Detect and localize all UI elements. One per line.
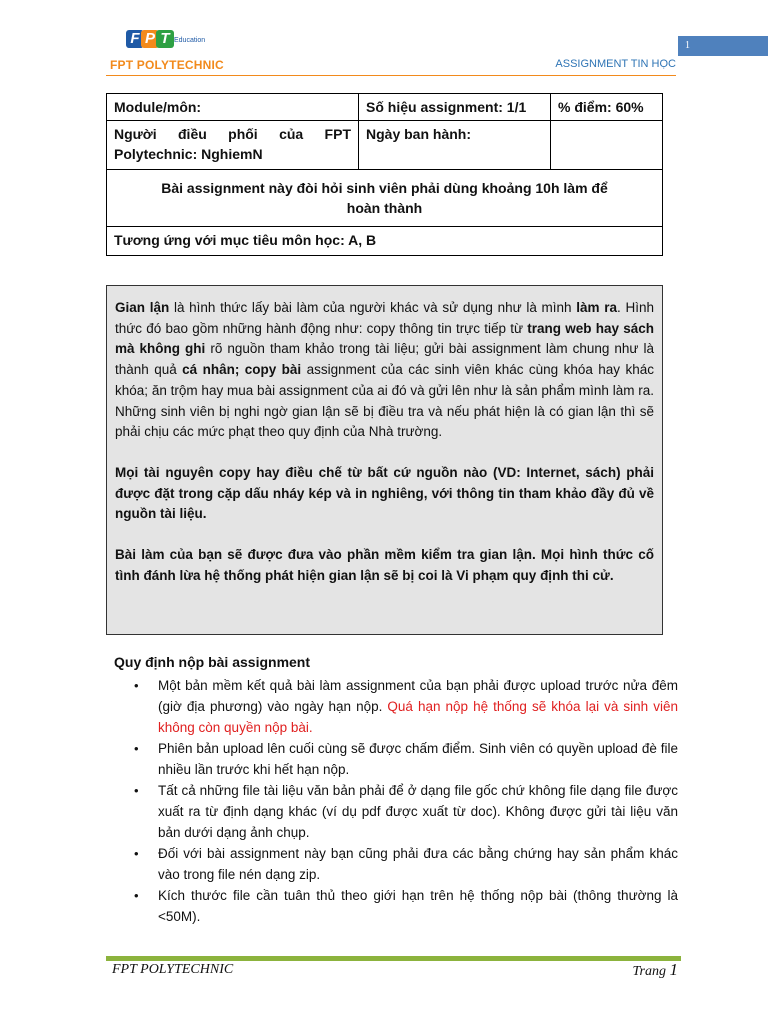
logo-letter-f: F xyxy=(126,30,144,48)
text: Phiên bản upload lên cuối cùng sẽ được chấm điểm. Sinh viên có quyền upload đè file nhiều lần trước khi hết hạn nộp. xyxy=(158,741,678,777)
text-bold: làm ra xyxy=(576,300,618,315)
assignment-number: Số hiệu assignment: 1/1 xyxy=(359,94,551,121)
logo-letter-t: T xyxy=(156,30,174,48)
list-item xyxy=(114,843,678,885)
document-title: ASSIGNMENT TIN HỌC xyxy=(555,58,676,70)
bullet-icon: • xyxy=(134,888,139,903)
list-item xyxy=(114,780,678,843)
list-item xyxy=(114,738,678,780)
text: assignment của các sinh viên khác cùng khóa hay khác khóa; ăn trộm hay mua bài assignment của ai đó và gửi lên như là sản phẩm mình làm ra. Những sinh viên bị nghi ngờ gian lận sẽ bị điều tra và nếu phát hiện là có gian lận thì sẽ phải chịu các mức phạt theo quy định của Nhà trường. xyxy=(115,362,654,440)
plagiarism-definition xyxy=(115,298,654,443)
text-bold: Bài làm của bạn sẽ được đưa vào phần mềm kiểm tra gian lận. Mọi hình thức cố tình đánh lừa hệ thống phát hiện gian lận sẽ bị coi là Vi phạm quy định thi cử. xyxy=(115,547,654,583)
text-bold: Gian lận xyxy=(115,300,170,315)
text: Tất cả những file tài liệu văn bản phải để ở dạng file gốc chứ không file dạng file được xuất ra từ định dạng khác (ví dụ pdf được xuất từ doc). Không được gửi tài liệu văn bản dưới dạng ảnh chụp. xyxy=(158,783,678,840)
text: Một bản mềm kết quả bài làm assignment của bạn phải được upload trước nửa đêm (giờ địa phương) vào ngày hạn nộp. xyxy=(158,678,678,714)
page-label: Trang xyxy=(632,964,670,979)
table-row xyxy=(107,170,663,227)
coordinator: Người điều phối của FPT Polytechnic: NghiemN xyxy=(107,121,359,170)
text: Đối với bài assignment này bạn cũng phải đưa các bằng chứng hay sản phẩm khác vào trong file nén dạng zip. xyxy=(158,846,678,882)
plagiarism-notice-box xyxy=(106,285,663,635)
table-row xyxy=(107,227,663,256)
citation-rule xyxy=(115,463,654,525)
text-bold: Mọi tài nguyên copy hay điều chế từ bất cứ nguồn nào (VD: Internet, sách) phải được đặt trong cặp dấu nháy kép và in nghiêng, với thông tin tham khảo đầy đủ về nguồn tài liệu. xyxy=(115,464,654,522)
footer-brand: FPT POLYTECHNIC xyxy=(112,962,234,977)
module-label: Module/môn: xyxy=(107,94,359,121)
text-bold: cá nhân; copy bài xyxy=(182,362,302,378)
text-bold: trang web hay sách mà không ghi xyxy=(115,320,654,357)
page-number-tab: 1 xyxy=(678,36,768,56)
footer-page-number xyxy=(633,960,678,980)
bullet-icon: • xyxy=(134,783,139,798)
footer-divider-thin xyxy=(106,960,681,961)
logo-subtitle: Education xyxy=(174,37,206,44)
brand-name: FPT POLYTECHNIC xyxy=(110,58,224,72)
warning-text: Quá hạn nộp hệ thống sẽ khóa lại và sinh viên không còn quyền nộp bài. xyxy=(158,699,678,735)
plagiarism-check-rule xyxy=(115,545,654,586)
fpt-logo xyxy=(126,28,236,52)
assignment-info-table xyxy=(106,93,663,256)
table-row xyxy=(107,121,663,170)
duration-note: Bài assignment này đòi hỏi sinh viên phải dùng khoảng 10h làm để hoàn thành xyxy=(107,170,663,227)
issue-date-value xyxy=(551,121,663,170)
submission-rules-list xyxy=(114,675,678,927)
bullet-icon: • xyxy=(134,678,139,693)
table-row xyxy=(107,94,663,121)
text: rõ nguồn tham khảo trong tài liệu; gửi bài assignment làm chung như là thành quả xyxy=(115,341,655,378)
logo-letter-p: P xyxy=(141,30,159,48)
text: . Hình thức đó bao gồm những hành động như: copy thông tin trực tiếp từ xyxy=(115,300,654,336)
score-percentage: % điểm: 60% xyxy=(551,94,663,121)
page-number: 1 xyxy=(669,960,678,979)
text: là hình thức lấy bài làm của người khác và sử dụng như là mình xyxy=(169,300,577,315)
bullet-icon: • xyxy=(134,741,139,756)
bullet-icon: • xyxy=(134,846,139,861)
list-item xyxy=(114,885,678,927)
list-item xyxy=(114,675,678,738)
submission-rules-title: Quy định nộp bài assignment xyxy=(114,654,311,670)
learning-objectives: Tương ứng với mục tiêu môn học: A, B xyxy=(107,227,663,256)
text: Kích thước file cần tuân thủ theo giới hạn trên hệ thống nộp bài (thông thường là <50M). xyxy=(158,888,678,924)
issue-date: Ngày ban hành: xyxy=(359,121,551,170)
header-divider xyxy=(106,75,676,76)
